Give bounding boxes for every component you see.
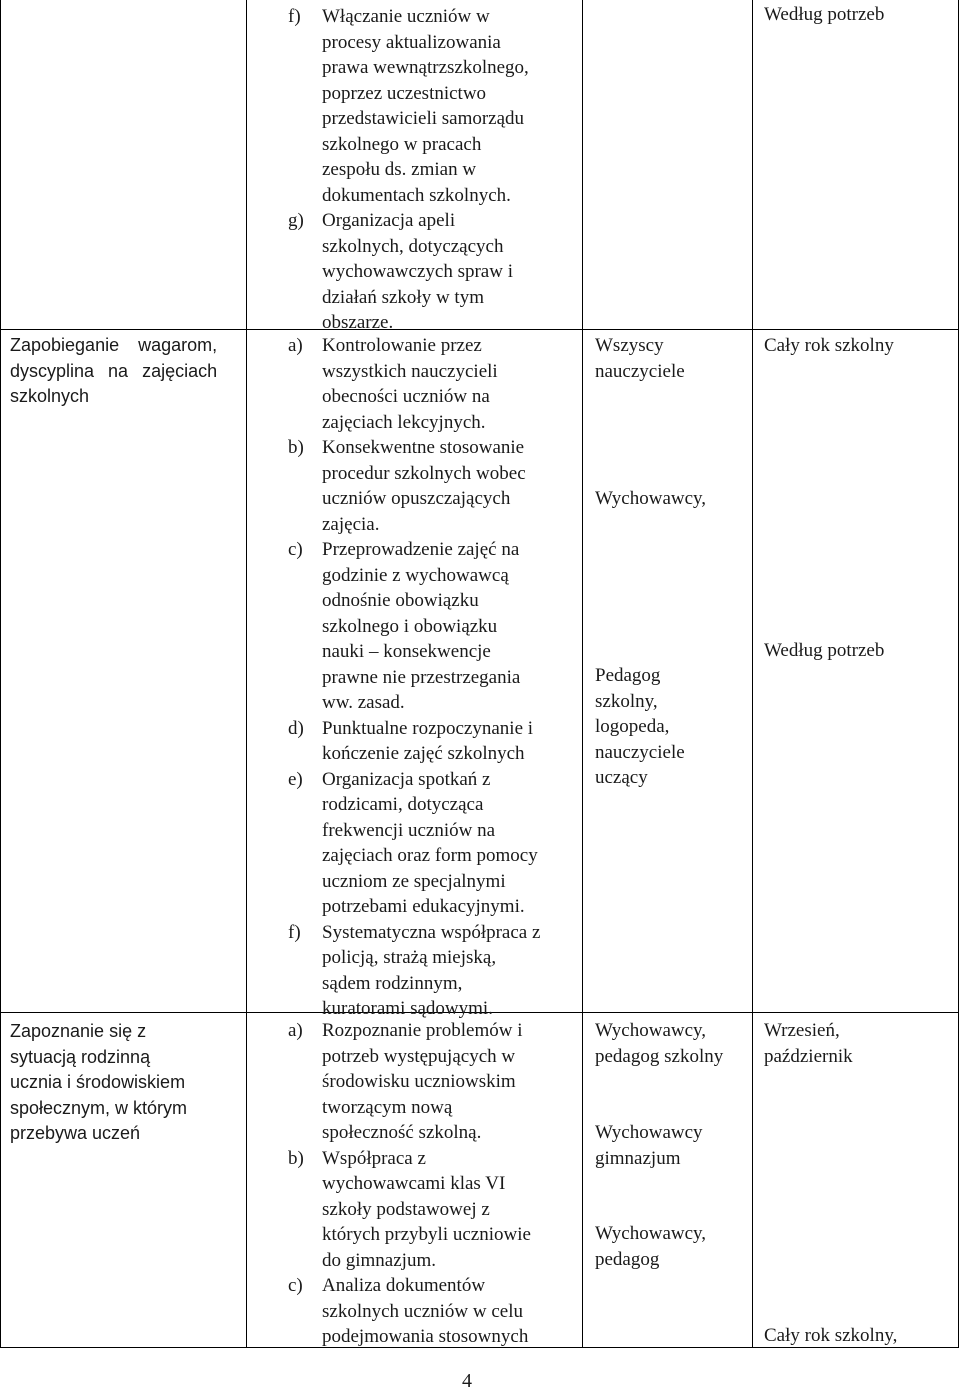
task-line: środowisku uczniowskim bbox=[322, 1071, 516, 1092]
task-line: których przybyli uczniowie bbox=[322, 1224, 531, 1245]
task-line: zajęcia. bbox=[322, 513, 380, 535]
timing-cell bbox=[764, 333, 894, 359]
responsible-cell bbox=[595, 1018, 723, 1069]
task-label: a) bbox=[288, 335, 303, 356]
task-line: sądem rodzinnym, bbox=[322, 972, 463, 994]
responsible-cell bbox=[595, 1120, 703, 1171]
topic-line: społecznym, w którym bbox=[10, 1097, 188, 1118]
task-line: procesy aktualizowania bbox=[322, 31, 501, 53]
timing-text: Cały rok szkolny bbox=[764, 335, 894, 356]
task-line: uczniów opuszczających bbox=[322, 488, 511, 509]
timing-text: Według potrzeb bbox=[764, 640, 885, 661]
task-line: wszystkich nauczycieli bbox=[322, 360, 498, 382]
task-line: wychowawczych spraw i bbox=[322, 261, 513, 282]
task-line: działań szkoły w tym bbox=[322, 286, 484, 308]
task-line: procedur szkolnych wobec bbox=[322, 462, 526, 484]
task-line: zajęciach lekcyjnych. bbox=[322, 411, 486, 433]
task-line: obszarze. bbox=[322, 312, 394, 333]
task-line: obecności uczniów na bbox=[322, 386, 490, 407]
responsible-line: gimnazjum bbox=[595, 1147, 681, 1169]
task-list bbox=[288, 4, 529, 336]
responsible-line: pedagog bbox=[595, 1248, 660, 1270]
topic-line: przebywa uczeń bbox=[10, 1123, 141, 1143]
task-line: podejmowania stosownych bbox=[322, 1326, 529, 1347]
timing-text: Według potrzeb bbox=[764, 4, 885, 25]
task-label: g) bbox=[288, 210, 304, 231]
task-line: szkoły podstawowej z bbox=[322, 1198, 490, 1220]
task-line: prawne nie przestrzegania bbox=[322, 666, 521, 688]
task-list bbox=[288, 1018, 531, 1350]
task-line: dokumentach szkolnych. bbox=[322, 184, 511, 206]
task-label: c) bbox=[288, 1275, 303, 1296]
task-line: Konsekwentne stosowanie bbox=[322, 437, 525, 458]
task-line: godzinie z wychowawcą bbox=[322, 564, 509, 586]
table-border-right bbox=[958, 0, 959, 1348]
task-line: kończenie zajęć szkolnych bbox=[322, 743, 525, 764]
responsible-line: Wszyscy bbox=[595, 335, 664, 356]
responsible-line: pedagog szkolny bbox=[595, 1045, 724, 1067]
task-line: szkolnego i obowiązku bbox=[322, 615, 498, 637]
task-line: Analiza dokumentów bbox=[322, 1275, 486, 1296]
task-line: Organizacja apeli bbox=[322, 210, 456, 231]
task-list bbox=[288, 333, 540, 1022]
responsible-cell bbox=[595, 486, 706, 512]
task-line: tworzącym nową bbox=[322, 1096, 453, 1118]
column-divider-1 bbox=[246, 0, 247, 1348]
timing-text: październik bbox=[764, 1045, 853, 1067]
task-line: odnośnie obowiązku bbox=[322, 590, 479, 611]
topic-line: sytuacją rodzinną bbox=[10, 1046, 151, 1067]
task-label: b) bbox=[288, 437, 304, 458]
task-label: f) bbox=[288, 921, 301, 943]
task-line: uczniom ze specjalnymi bbox=[322, 870, 506, 892]
timing-cell bbox=[764, 638, 884, 664]
responsible-line: nauczyciele bbox=[595, 741, 685, 763]
task-line: potrzeb występujących w bbox=[322, 1045, 516, 1067]
task-line: ww. zasad. bbox=[322, 692, 405, 713]
task-line: prawa wewnątrzszkolnego, bbox=[322, 57, 529, 78]
responsible-cell bbox=[595, 333, 685, 384]
column-divider-2 bbox=[582, 0, 583, 1348]
timing-cell bbox=[764, 1323, 897, 1349]
task-line: policją, strażą miejską, bbox=[322, 947, 497, 968]
column-divider-3 bbox=[752, 0, 753, 1348]
task-line: do gimnazjum. bbox=[322, 1249, 436, 1271]
task-line: potrzebami edukacyjnymi. bbox=[322, 896, 525, 917]
task-line: Organizacja spotkań z bbox=[322, 768, 491, 790]
timing-text: Wrzesień, bbox=[764, 1020, 840, 1041]
task-line: społeczność szkolną. bbox=[322, 1122, 482, 1143]
responsible-cell bbox=[595, 663, 685, 791]
task-line: Punktualne rozpoczynanie i bbox=[322, 717, 534, 739]
task-line: zajęciach oraz form pomocy bbox=[322, 845, 538, 866]
task-line: Kontrolowanie przez bbox=[322, 335, 482, 356]
task-label: a) bbox=[288, 1020, 303, 1041]
responsible-line: Wychowawcy, bbox=[595, 488, 707, 509]
task-line: kuratorami sądowymi. bbox=[322, 998, 493, 1019]
task-line: Włączanie uczniów w bbox=[322, 6, 490, 27]
task-label: e) bbox=[288, 768, 303, 790]
task-label: f) bbox=[288, 6, 301, 27]
task-line: zespołu ds. zmian w bbox=[322, 159, 477, 180]
task-line: szkolnych, dotyczących bbox=[322, 235, 504, 257]
task-line: nauki – konsekwencje bbox=[322, 641, 491, 662]
responsible-line: Wychowawcy, bbox=[595, 1223, 707, 1244]
timing-cell bbox=[764, 2, 884, 28]
topic-line: szkolnych bbox=[10, 386, 90, 406]
responsible-line: Wychowawcy bbox=[595, 1122, 703, 1143]
task-label: c) bbox=[288, 539, 303, 560]
topic-line: Zapoznanie się z bbox=[10, 1021, 147, 1041]
timing-text: Cały rok szkolny, bbox=[764, 1325, 898, 1346]
task-line: frekwencji uczniów na bbox=[322, 819, 496, 841]
task-line: Przeprowadzenie zajęć na bbox=[322, 539, 520, 560]
topic-line: ucznia i środowiskiem bbox=[10, 1072, 186, 1092]
task-line: Systematyczna współpraca z bbox=[322, 921, 541, 943]
responsible-line: logopeda, bbox=[595, 716, 670, 737]
responsible-line: Wychowawcy, bbox=[595, 1020, 707, 1041]
topic-line: Zapobieganie wagarom, bbox=[10, 335, 218, 355]
task-line: szkolnego w pracach bbox=[322, 133, 482, 155]
task-line: Współpraca z bbox=[322, 1147, 426, 1169]
task-line: rodzicami, dotycząca bbox=[322, 794, 484, 815]
task-line: przedstawicieli samorządu bbox=[322, 108, 525, 129]
task-line: szkolnych uczniów w celu bbox=[322, 1300, 524, 1322]
task-label: b) bbox=[288, 1147, 304, 1169]
responsible-cell bbox=[595, 1221, 706, 1272]
topic-line: dyscyplina na zajęciach bbox=[10, 360, 218, 381]
responsible-line: uczący bbox=[595, 767, 648, 788]
task-line: wychowawcami klas VI bbox=[322, 1173, 506, 1194]
timing-cell bbox=[764, 1018, 853, 1069]
responsible-line: nauczyciele bbox=[595, 360, 685, 382]
responsible-line: szkolny, bbox=[595, 690, 658, 712]
table-border-left bbox=[0, 0, 1, 1348]
task-line: poprzez uczestnictwo bbox=[322, 82, 487, 104]
page-number: 4 bbox=[462, 1370, 472, 1392]
topic-cell bbox=[10, 333, 242, 410]
task-label: d) bbox=[288, 717, 304, 739]
topic-cell bbox=[10, 1019, 187, 1147]
responsible-line: Pedagog bbox=[595, 665, 661, 686]
task-line: Rozpoznanie problemów i bbox=[322, 1020, 523, 1041]
